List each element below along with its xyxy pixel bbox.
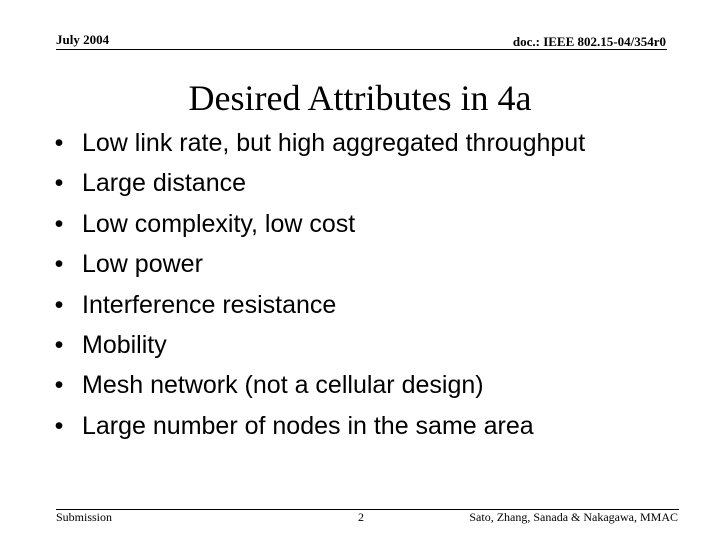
footer-authors: Sato, Zhang, Sanada & Nakagawa, MMAC <box>469 510 678 524</box>
bullet-text: Low power <box>82 250 203 279</box>
footer-submission: Submission <box>56 510 113 524</box>
bullet-dot-icon: • <box>54 129 64 157</box>
bullet-dot-icon: • <box>54 371 64 400</box>
bullet-text: Low complexity, low cost <box>82 209 356 238</box>
bullet-dot-icon: • <box>54 290 64 319</box>
bullet-dot-icon: • <box>54 411 64 440</box>
header-doc-id: doc.: IEEE 802.15-04/354r0 <box>512 34 666 49</box>
bullet-dot-icon: • <box>54 250 64 279</box>
bullet-text: Mobility <box>82 330 167 359</box>
header-divider <box>56 49 667 50</box>
bullet-dot-icon: • <box>54 330 64 359</box>
bullet-text: Large distance <box>82 169 247 198</box>
footer-page-number: 2 <box>358 510 364 524</box>
slide-title: Desired Attributes in 4a <box>188 78 532 118</box>
bullet-text: Mesh network (not a cellular design) <box>82 371 484 400</box>
header-date: July 2004 <box>56 32 110 47</box>
bullet-dot-icon: • <box>54 209 64 238</box>
bullet-text: Interference resistance <box>82 290 337 319</box>
bullet-text: Low link rate, but high aggregated throughput <box>82 129 586 157</box>
bullet-dot-icon: • <box>54 169 64 198</box>
bullet-text: Large number of nodes in the same area <box>82 411 534 440</box>
